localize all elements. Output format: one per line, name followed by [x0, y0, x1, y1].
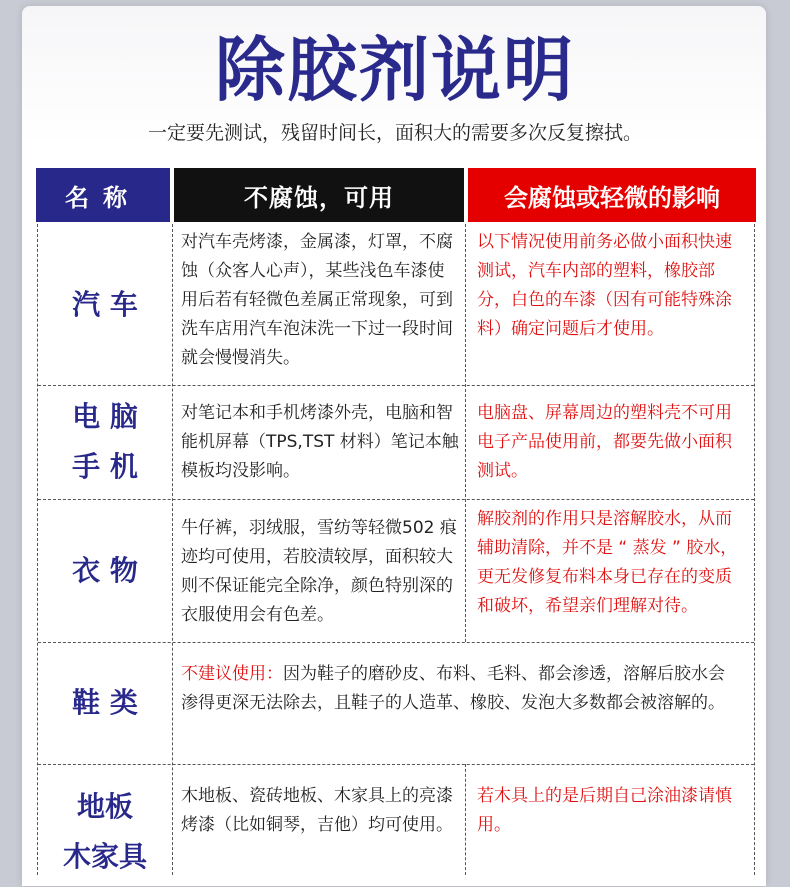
row-name-floor-furniture — [38, 764, 172, 887]
cell-floor-safe: 木地板、瓷砖地板、木家具上的亮漆烤漆（比如铜琴，吉他）均可使用。 — [181, 782, 459, 840]
row-name-clothes — [38, 499, 172, 642]
row-name-line: 木家具 — [63, 832, 147, 882]
cell-computer-risk: 电脑盘、屏幕周边的塑料壳不可用电子产品使用前，都要先做小面积测试。 — [477, 399, 745, 486]
cell-floor-risk: 若木具上的是后期自己涂油漆请慎用。 — [477, 782, 745, 840]
cell-computer-safe: 对笔记本和手机烤漆外壳，电脑和智能机屏幕（TPS,TST 材料）笔记本触模板均没影响。 — [181, 399, 461, 486]
cell-car-risk: 以下情况使用前务必做小面积快速测试，汽车内部的塑料，橡胶部分，白色的车漆（因有可能特殊涂料）确定问题后才使用。 — [477, 228, 745, 344]
cell-clothes-risk: 解胶剂的作用只是溶解胶水，从而辅助清除，并不是 “ 蒸发 ” 胶水，更无发修复布料本身已存在的变质和破坏，希望亲们理解对待。 — [477, 505, 747, 621]
row-name-line: 电 脑 — [72, 392, 138, 442]
grid-line-col2-top — [465, 224, 466, 642]
header-risk: 会腐蚀或轻微的影响 — [468, 168, 756, 222]
grid-line-col1 — [172, 224, 173, 875]
page-title: 除胶剂说明 — [0, 30, 790, 110]
cell-car-safe: 对汽车壳烤漆，金属漆，灯罩，不腐蚀（众客人心声），某些浅色车漆使用后若有轻微色差属正常现象，可到洗车店用汽车泡沫洗一下过一段时间就会慢慢消失。 — [181, 228, 459, 373]
header-safe: 不腐蚀，可用 — [174, 168, 464, 222]
row-name-computer-phone — [38, 385, 172, 499]
cell-clothes-safe: 牛仔裤，羽绒服，雪纺等轻微502 痕迹均可使用，若胶渍较厚，面积较大则不保证能完全除净，颜色特别深的衣服使用会有色差。 — [181, 514, 465, 630]
shoes-text: 因为鞋子的磨砂皮、布料、毛料、都会渗透，溶解后胶水会渗得更深无法除去，且鞋子的人造革、橡胶、发泡大多数都会被溶解的。 — [181, 664, 725, 713]
row-name-line: 衣 物 — [72, 546, 138, 596]
row-name-line: 鞋 类 — [72, 678, 138, 728]
grid-line-col2-bottom — [465, 764, 466, 875]
shoes-warning: 不建议使用： — [181, 664, 283, 684]
row-name-line: 地板 — [77, 782, 133, 832]
row-name-line: 汽 车 — [72, 280, 138, 330]
row-name-car — [38, 224, 172, 385]
row-name-line: 手 机 — [72, 442, 138, 492]
grid-line-right — [754, 224, 755, 875]
cell-shoes-note — [181, 660, 739, 718]
row-name-shoes — [38, 642, 172, 764]
header-name: 名称 — [36, 168, 170, 222]
page-subtitle: 一定要先测试，残留时间长，面积大的需要多次反复擦拭。 — [0, 120, 790, 146]
